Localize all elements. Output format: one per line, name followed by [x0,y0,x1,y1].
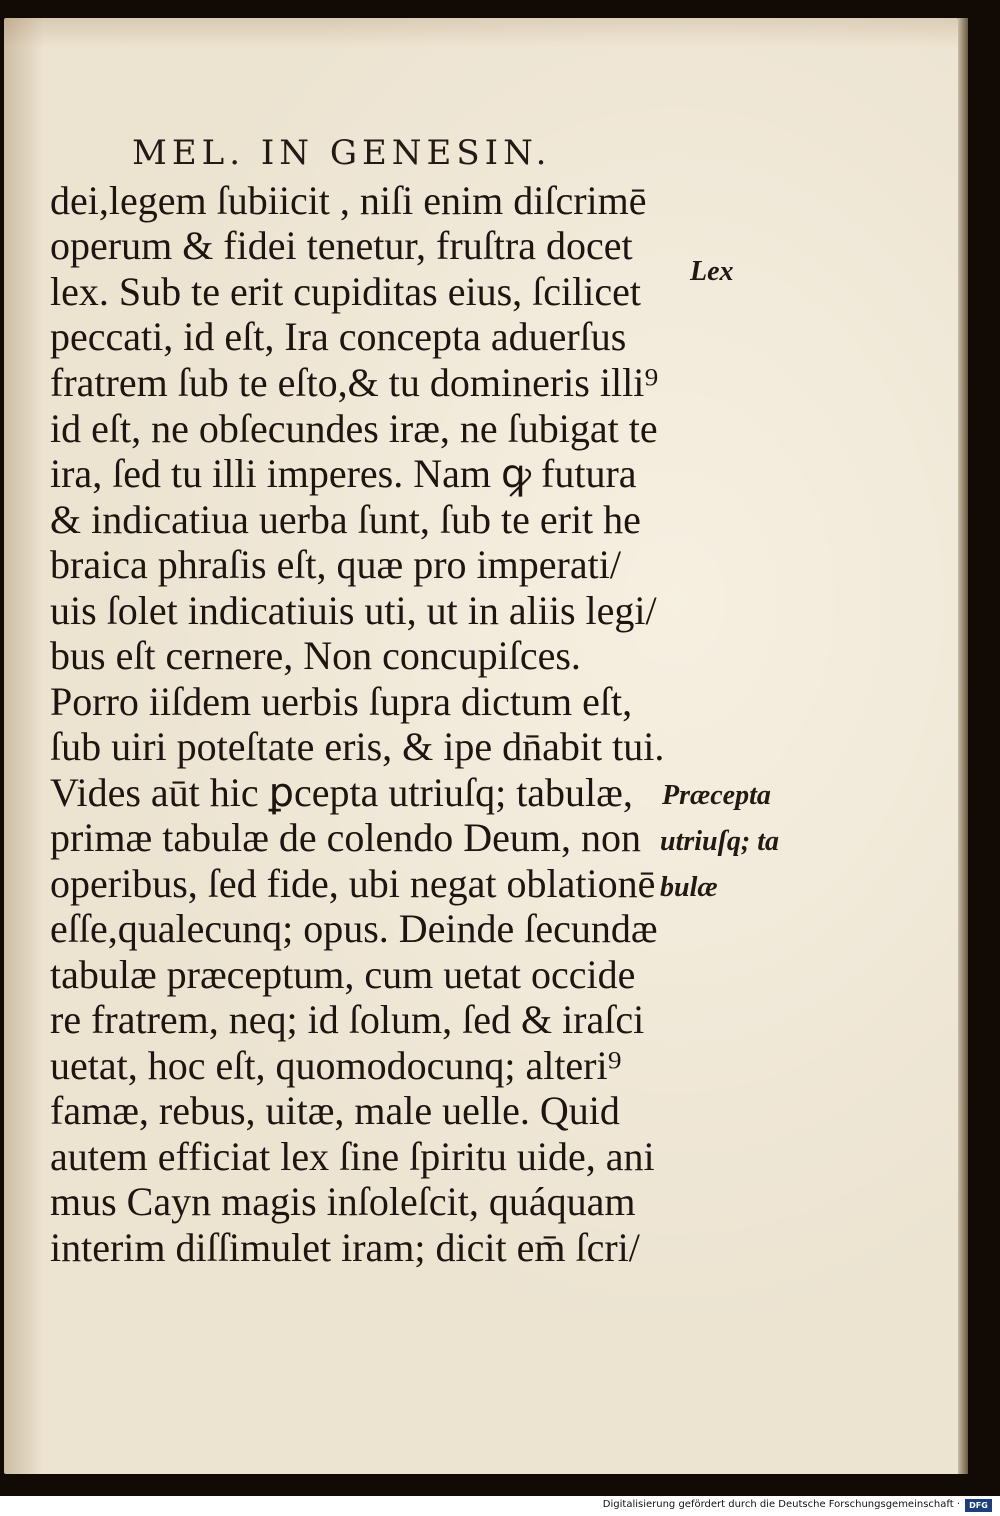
paper-sheet [4,18,962,1474]
text-line: ira, ſed tu illi imperes. Nam ꝙ futura [50,451,637,496]
text-line: operibus, ſed fide, ubi negat oblationē [50,861,656,906]
running-header: MEL. IN GENESIN. [132,133,552,173]
marginal-note-praecepta: bulæ [660,872,718,903]
text-line: ſub uiri poteſtate eris, & ipe dn̄abit tui. [50,724,665,769]
text-line: re fratrem, neq; id ſolum, ſed & iraſci [50,997,645,1042]
text-line: Porro iiſdem uerbis ſupra dictum eſt, [50,679,633,724]
page-edge [958,18,968,1474]
text-line: braica phraſis eſt, quæ pro imperati/ [50,542,621,587]
marginal-note-praecepta: Præcepta [662,780,771,811]
text-line: id eſt, ne obſecundes iræ, ne ſubigat te [50,406,658,451]
text-line: bus eſt cernere, Non concupiſces. [50,633,581,678]
text-line: dei,legem ſubiicit , niſi enim diſcrimē [50,178,647,223]
digitization-footer [0,1496,1000,1516]
marginal-note-praecepta: utriuſq; ta [660,826,780,857]
text-line: fratrem ſub te eſto,& tu domineris illi⁹ [50,360,659,405]
marginal-note-lex: Lex [690,256,734,287]
text-line: eſſe,qualecunq; opus. Deinde ſecundæ [50,906,658,951]
text-line: mus Cayn magis inſoleſcit, quáquam [50,1179,636,1224]
funding-credit: Digitalisierung gefördert durch die Deutsche Forschungsgemeinschaft · [602,1499,960,1510]
text-line: famæ, rebus, uitæ, male uelle. Quid [50,1088,620,1133]
text-line: tabulæ præceptum, cum uetat occide [50,952,636,997]
dfg-logo: DFG [965,1499,992,1512]
text-line: lex. Sub te erit cupiditas eius, ſcilicet [50,269,641,314]
text-line: primæ tabulæ de colendo Deum, non [50,815,642,860]
text-line: operum & fidei tenetur, fruſtra docet [50,223,633,268]
text-line: Vides aūt hic ꝑcepta utriuſq; tabulæ, [50,770,633,815]
text-line: interim diſſimulet iram; dicit em̄ ſcri/ [50,1225,640,1270]
text-line: & indicatiua uerba ſunt, ſub te erit he [50,497,641,542]
text-line: autem efficiat lex ſine ſpiritu uide, ani [50,1134,655,1179]
text-line: uetat, hoc eſt, quomodocunq; alteri⁹ [50,1043,622,1088]
text-line: uis ſolet indicatiuis uti, ut in aliis legi/ [50,588,657,633]
text-line: peccati, id eſt, Ira concepta aduerſus [50,314,627,359]
